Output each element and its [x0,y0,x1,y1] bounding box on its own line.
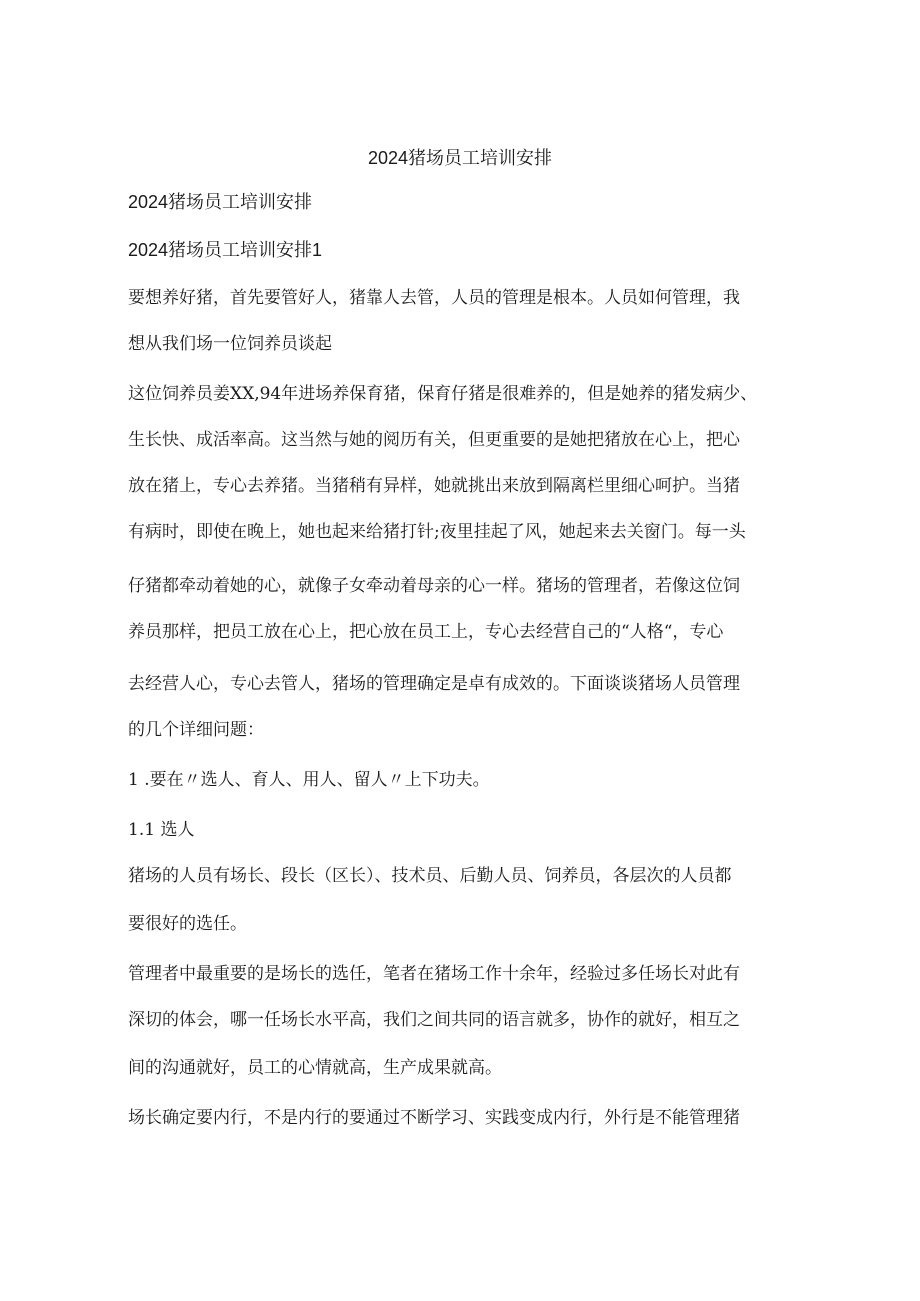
paragraph-line: 去经营人心，专心去管人，猪场的管理确定是卓有成效的。下面谈谈猪场人员管理 [128,674,740,694]
paragraph-line: 要很好的选任。 [128,914,247,934]
paragraph-line: 猪场的人员有场长、段长（区长）、技术员、后勤人员、饲养员，各层次的人员都 [128,866,732,886]
paragraph-line: 这位饲养员姜XX,94年进场养保育猪，保育仔猪是很难养的，但是她养的猪发病少、 [128,384,758,404]
paragraph-line: 间的沟通就好，员工的心情就高，生产成果就高。 [128,1058,502,1078]
paragraph-line: 有病时，即使在晚上，她也起来给猪打针;夜里挂起了风，她起来去关窗门。每一头 [128,522,746,542]
paragraph-line: 场长确定要内行，不是内行的要通过不断学习、实践变成内行，外行是不能管理猪 [128,1108,740,1128]
subsection-heading: 1.1 选人 [128,820,195,840]
paragraph-line: 的几个详细问题： [128,720,264,740]
subtitle: 2024猪场员工培训安排 [128,192,313,212]
paragraph-line: 养员那样，把员工放在心上，把心放在员工上，专心去经营自己的“人格“，专心 [128,622,724,642]
paragraph-line: 想从我们场一位饲养员谈起 [128,334,332,354]
paragraph-line: 要想养好猪，首先要管好人，猪靠人去管，人员的管理是根本。人员如何管理，我 [128,288,740,308]
paragraph-line: 深切的体会，哪一任场长水平高，我们之间共同的语言就多，协作的就好，相互之 [128,1010,740,1030]
paragraph-line: 生长快、成活率高。这当然与她的阅历有关，但更重要的是她把猪放在心上，把心 [128,430,740,450]
paragraph-line: 放在猪上，专心去养猪。当猪稍有异样，她就挑出来放到隔离栏里细心呵护。当猪 [128,476,740,496]
document-title: 2024猪场员工培训安排 [367,148,553,168]
section-heading: 2024猪场员工培训安排1 [128,240,323,260]
numbered-heading: 1 .要在〃选人、育人、用人、留人〃上下功夫。 [128,770,490,790]
paragraph-line: 仔猪都牵动着她的心，就像子女牵动着母亲的心一样。猪场的管理者，若像这位饲 [128,576,740,596]
paragraph-line: 管理者中最重要的是场长的选任，笔者在猪场工作十余年，经验过多任场长对此有 [128,964,740,984]
